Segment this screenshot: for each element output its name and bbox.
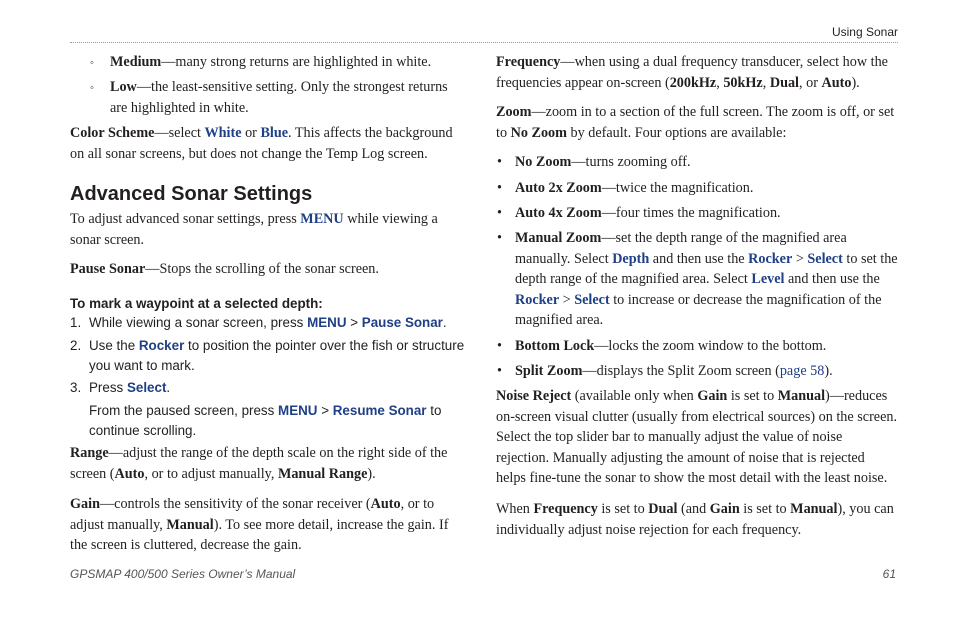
text: , or to adjust manually,: [144, 465, 278, 482]
list-item-auto-4x-zoom: [496, 203, 898, 224]
text: When: [496, 501, 534, 517]
bullet-icon: •: [497, 230, 502, 246]
text: While viewing a sonar screen, press: [89, 315, 308, 330]
intro-paragraph: [70, 209, 466, 250]
procedure-step-3: [70, 378, 466, 398]
term-manual-zoom: Manual Zoom: [515, 230, 602, 246]
frequency-paragraph: [496, 52, 898, 93]
bullet-icon: •: [497, 154, 502, 170]
text: or: [241, 125, 261, 141]
term-frequency: Frequency: [496, 54, 561, 70]
term-split-zoom: Split Zoom: [515, 363, 583, 379]
text: —zoom in to a section of the full screen. The zoom is off, or set to: [496, 104, 895, 141]
list-item-no-zoom: [496, 152, 898, 173]
step-number: 2.: [70, 338, 82, 353]
list-item-auto-2x-zoom: [496, 178, 898, 199]
text: —set the depth range of the magnified area manually. Select: [515, 230, 847, 267]
text: —four times the magnification.: [601, 205, 781, 221]
option-manual: Manual: [790, 501, 838, 517]
key-rocker: Rocker: [515, 291, 560, 308]
step-3-note: [70, 401, 466, 440]
text: —Stops the scrolling of the sonar screen.: [145, 261, 379, 277]
option-50khz: 50kHz: [723, 74, 763, 91]
term-color-scheme: Color Scheme: [70, 125, 155, 141]
footer-page-number: 61: [882, 567, 896, 581]
term-noise-reject: Noise Reject: [496, 388, 572, 404]
desc-low: —the least-sensitive setting. Only the strongest returns are highlighted in white.: [110, 79, 448, 116]
frequency-dual-paragraph: [496, 499, 898, 540]
term-medium: Medium: [110, 54, 162, 70]
option-auto: Auto: [370, 496, 401, 512]
header-rule: [70, 42, 898, 43]
text: and then use the: [649, 250, 749, 267]
option-dual: Dual: [648, 501, 678, 517]
key-menu: MENU: [278, 403, 318, 418]
key-pause-sonar: Pause Sonar: [361, 315, 443, 330]
text: ), you can individually adjust noise rejection for each frequency.: [496, 501, 894, 538]
key-resume-sonar: Resume Sonar: [332, 403, 427, 418]
text: (available only when: [571, 388, 698, 404]
text: , or: [799, 74, 822, 91]
term-auto-2x-zoom: Auto 2x Zoom: [515, 180, 602, 196]
key-select: Select: [574, 291, 610, 308]
text: ,: [716, 74, 724, 91]
text: while viewing a sonar screen.: [70, 211, 438, 248]
text: by default. Four options are available:: [566, 124, 787, 141]
sub-bullet-icon: ◦: [90, 82, 94, 94]
key-rocker: Rocker: [138, 338, 185, 353]
text: —select: [154, 125, 205, 141]
option-manual: Manual: [166, 516, 214, 533]
step-number: 1.: [70, 315, 82, 330]
text: >: [346, 315, 362, 330]
text: to position the pointer over the fish or structure you want to mark.: [89, 338, 465, 373]
text: —controls the sensitivity of the sonar receiver (: [99, 496, 371, 512]
range-paragraph: [70, 443, 466, 484]
procedure-step-2: [70, 336, 466, 375]
text: —displays the Split Zoom screen (: [582, 363, 780, 379]
text: From the paused screen, press: [89, 403, 279, 418]
bullet-icon: •: [497, 338, 502, 354]
text: —adjust the range of the depth scale on the right side of the screen (: [70, 445, 448, 482]
text: —twice the magnification.: [601, 180, 754, 196]
term-gain: Gain: [70, 496, 100, 512]
list-item-bottom-lock: [496, 336, 898, 357]
term-low: Low: [110, 79, 137, 95]
text: to increase or decrease the magnification of the magnified area.: [515, 291, 882, 329]
term-range: Range: [70, 445, 109, 461]
text: to set the depth range of the magnified area. Select: [515, 250, 898, 288]
gain-paragraph: [70, 494, 466, 556]
option-gain: Gain: [709, 501, 740, 517]
key-level: Level: [751, 271, 785, 288]
list-item-split-zoom: [496, 361, 898, 382]
option-white: White: [204, 125, 242, 141]
list-item-low: [70, 77, 466, 118]
page-link[interactable]: page 58: [779, 363, 825, 379]
text: Press: [89, 380, 127, 395]
text: is set to: [727, 388, 778, 404]
text: —locks the zoom window to the bottom.: [594, 338, 827, 354]
text: and then use the: [784, 271, 880, 288]
key-menu: MENU: [300, 211, 344, 227]
bullet-icon: •: [497, 205, 502, 221]
text: ).: [851, 74, 860, 91]
key-select: Select: [807, 250, 843, 267]
text: >: [792, 250, 808, 267]
procedure-title: To mark a waypoint at a selected depth:: [70, 296, 323, 311]
text: ). To see more detail, increase the gain. If the screen is cluttered, decrease the gain.: [70, 516, 449, 554]
option-gain: Gain: [697, 388, 728, 404]
pause-sonar-paragraph: [70, 259, 466, 280]
bullet-icon: •: [497, 363, 502, 379]
desc-medium: —many strong returns are highlighted in white.: [161, 54, 432, 70]
text: .: [442, 315, 447, 330]
text: —turns zooming off.: [571, 154, 691, 170]
list-item-manual-zoom: [496, 228, 898, 331]
text: To adjust advanced sonar settings, press: [70, 211, 301, 227]
term-zoom: Zoom: [496, 104, 532, 120]
text: ,: [762, 74, 770, 91]
text: is set to: [597, 501, 649, 517]
term-no-zoom: No Zoom: [515, 154, 572, 170]
option-dual: Dual: [769, 74, 799, 91]
option-200khz: 200kHz: [669, 74, 717, 91]
procedure-step-1: [70, 313, 466, 333]
term-pause-sonar: Pause Sonar: [70, 261, 146, 277]
running-header: Using Sonar: [831, 25, 898, 39]
text: . This affects the background on all sonar screens, but does not change the Temp Log screen.: [70, 125, 453, 162]
text: (and: [677, 501, 710, 517]
option-manual: Manual: [777, 388, 826, 404]
text: is set to: [739, 501, 791, 517]
option-auto: Auto: [114, 465, 145, 482]
step-number: 3.: [70, 380, 82, 395]
bullet-icon: •: [497, 180, 502, 196]
option-frequency: Frequency: [533, 501, 598, 517]
text: >: [317, 403, 333, 418]
text: >: [559, 291, 575, 308]
option-manual-range: Manual Range: [277, 465, 368, 482]
term-bottom-lock: Bottom Lock: [515, 338, 595, 354]
section-heading: Advanced Sonar Settings: [70, 183, 313, 205]
text: ).: [824, 363, 833, 379]
key-depth: Depth: [612, 250, 650, 267]
footer-manual-title: GPSMAP 400/500 Series Owner’s Manual: [70, 567, 296, 581]
noise-reject-paragraph: [496, 386, 898, 489]
text: ).: [367, 465, 376, 482]
text: .: [166, 380, 171, 395]
term-auto-4x-zoom: Auto 4x Zoom: [515, 205, 602, 221]
key-rocker: Rocker: [748, 250, 793, 267]
text: to continue scrolling.: [89, 403, 442, 438]
list-item-medium: [70, 52, 466, 73]
option-no-zoom: No Zoom: [510, 124, 567, 141]
zoom-paragraph: [496, 102, 898, 143]
text: )—reduces on-screen visual clutter (usually from electrical sources) on the screen. Select the top slider bar to manually adjust the value of noise rejection. Manually adjusting the amount of noise that is rejected helps fine-tune the sonar to show the most detail with the least noise.: [496, 388, 898, 487]
color-scheme-paragraph: [70, 123, 466, 164]
text: —when using a dual frequency transducer, select how the frequencies appear on-screen (: [496, 54, 888, 91]
key-menu: MENU: [307, 315, 347, 330]
option-auto: Auto: [821, 74, 852, 91]
sub-bullet-icon: ◦: [90, 57, 94, 69]
text: , or to adjust manually,: [70, 496, 435, 533]
key-select: Select: [126, 380, 167, 395]
option-blue: Blue: [260, 125, 289, 141]
text: Use the: [89, 338, 139, 353]
